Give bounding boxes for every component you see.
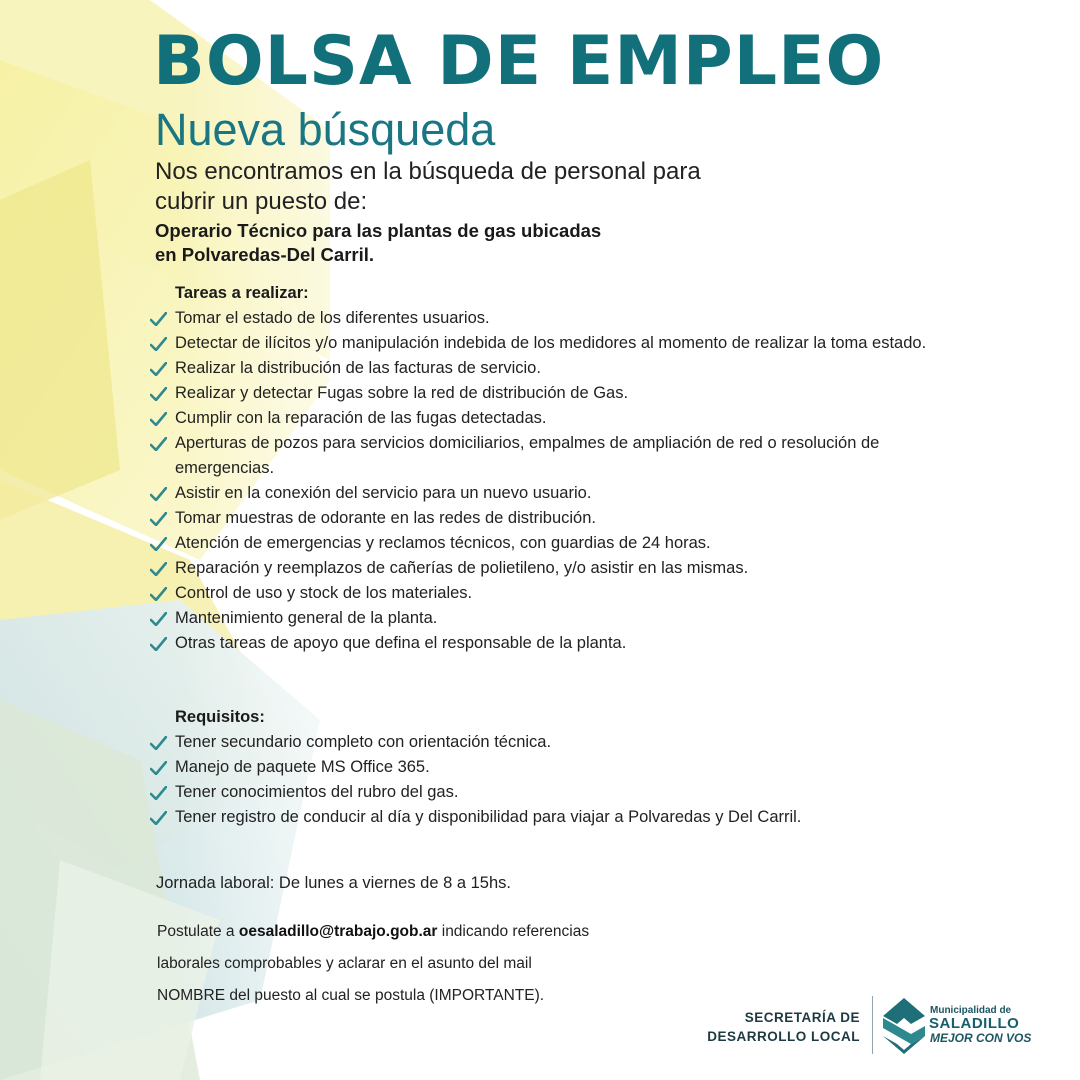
tasks-item: [150, 606, 980, 631]
check-icon: [150, 362, 167, 376]
check-icon: [150, 562, 167, 576]
tasks-item: [150, 406, 980, 431]
check-icon: [150, 587, 167, 601]
tasks-item-text: Reparación y reemplazos de cañerías de polietileno, y/o asistir en las mismas.: [175, 559, 749, 577]
apply-prefix: Postulate a: [157, 923, 239, 940]
tasks-item: [150, 506, 980, 531]
check-icon: [150, 512, 167, 526]
tasks-item: [150, 431, 980, 481]
apply-email-link[interactable]: oesaladillo@trabajo.gob.ar: [238, 923, 438, 940]
tasks-item-text: Mantenimiento general de la planta.: [175, 609, 438, 627]
tasks-item: [150, 531, 980, 556]
check-icon: [150, 412, 167, 426]
position-title: [155, 219, 915, 267]
footer-divider: [872, 996, 873, 1054]
intro-line: cubrir un puesto de:: [155, 188, 368, 215]
requirements-item: [150, 805, 980, 830]
check-icon: [150, 811, 167, 825]
tasks-item: [150, 581, 980, 606]
secretaria-line: DESARROLLO LOCAL: [707, 1029, 860, 1044]
tasks-item: [150, 481, 980, 506]
check-icon: [150, 736, 167, 750]
tasks-item-text: Aperturas de pozos para servicios domiciliarios, empalmes de ampliación de red o resolución de emergencias.: [175, 434, 880, 477]
tasks-item-text: Control de uso y stock de los materiales.: [175, 584, 473, 602]
tasks-item-text: Cumplir con la reparación de las fugas detectadas.: [175, 409, 547, 427]
tasks-list: [150, 306, 980, 656]
check-icon: [150, 437, 167, 451]
check-icon: [150, 487, 167, 501]
tasks-item-text: Asistir en la conexión del servicio para un nuevo usuario.: [175, 484, 592, 502]
check-icon: [150, 612, 167, 626]
apply-line: laborales comprobables y aclarar en el asunto del mail: [157, 955, 532, 972]
tasks-heading: Tareas a realizar:: [175, 284, 309, 302]
requirements-item-text: Tener registro de conducir al día y disponibilidad para viajar a Polvaredas y Del Carril.: [175, 808, 802, 826]
tasks-item-text: Tomar muestras de odorante en las redes de distribución.: [175, 509, 596, 527]
tasks-item-text: Realizar y detectar Fugas sobre la red de distribución de Gas.: [175, 384, 629, 402]
check-icon: [150, 761, 167, 775]
requirements-list: [150, 730, 980, 830]
tasks-item-text: Atención de emergencias y reclamos técnicos, con guardias de 24 horas.: [175, 534, 711, 552]
tasks-item: [150, 356, 980, 381]
position-line: Operario Técnico para las plantas de gas ubicadas: [155, 220, 602, 241]
requirements-item-text: Tener secundario completo con orientación técnica.: [175, 733, 552, 751]
tasks-item: [150, 331, 980, 356]
apply-line: NOMBRE del puesto al cual se postula (IMPORTANTE).: [157, 987, 545, 1004]
check-icon: [150, 637, 167, 651]
tasks-item-text: Realizar la distribución de las facturas de servicio.: [175, 359, 541, 377]
city-label: SALADILLO: [929, 1015, 1020, 1032]
tasks-item-text: Tomar el estado de los diferentes usuarios.: [175, 309, 490, 327]
secretaria-label: [690, 1008, 860, 1046]
position-line: en Polvaredas-Del Carril.: [155, 244, 375, 265]
requirements-heading: Requisitos:: [175, 708, 265, 726]
check-icon: [150, 387, 167, 401]
requirements-item-text: Manejo de paquete MS Office 365.: [175, 758, 430, 776]
requirements-item: [150, 755, 980, 780]
check-icon: [150, 337, 167, 351]
tasks-item: [150, 631, 980, 656]
check-icon: [150, 312, 167, 326]
tasks-item: [150, 556, 980, 581]
apply-instructions: [157, 916, 717, 1012]
page-title: BOLSA DE EMPLEO: [153, 22, 885, 101]
check-icon: [150, 537, 167, 551]
page-subtitle: Nueva búsqueda: [155, 104, 496, 155]
tasks-item: [150, 381, 980, 406]
apply-suffix: indicando referencias: [437, 923, 590, 940]
apply-line: [157, 916, 717, 948]
municipality-label: Municipalidad de: [930, 1005, 1012, 1016]
saladillo-logo-icon: [881, 996, 927, 1056]
intro-text: [155, 157, 915, 217]
tasks-item: [150, 306, 980, 331]
tasks-item-text: Otras tareas de apoyo que defina el responsable de la planta.: [175, 634, 627, 652]
requirements-item-text: Tener conocimientos del rubro del gas.: [175, 783, 459, 801]
requirements-item: [150, 780, 980, 805]
slogan-label: MEJOR CON VOS: [930, 1031, 1032, 1045]
tasks-item-text: Detectar de ilícitos y/o manipulación indebida de los medidores al momento de realizar la toma estado.: [175, 334, 927, 352]
requirements-item: [150, 730, 980, 755]
secretaria-line: SECRETARÍA DE: [744, 1010, 860, 1025]
intro-line: Nos encontramos en la búsqueda de personal para: [155, 158, 701, 185]
work-schedule: Jornada laboral: De lunes a viernes de 8 a 15hs.: [156, 874, 511, 892]
check-icon: [150, 786, 167, 800]
